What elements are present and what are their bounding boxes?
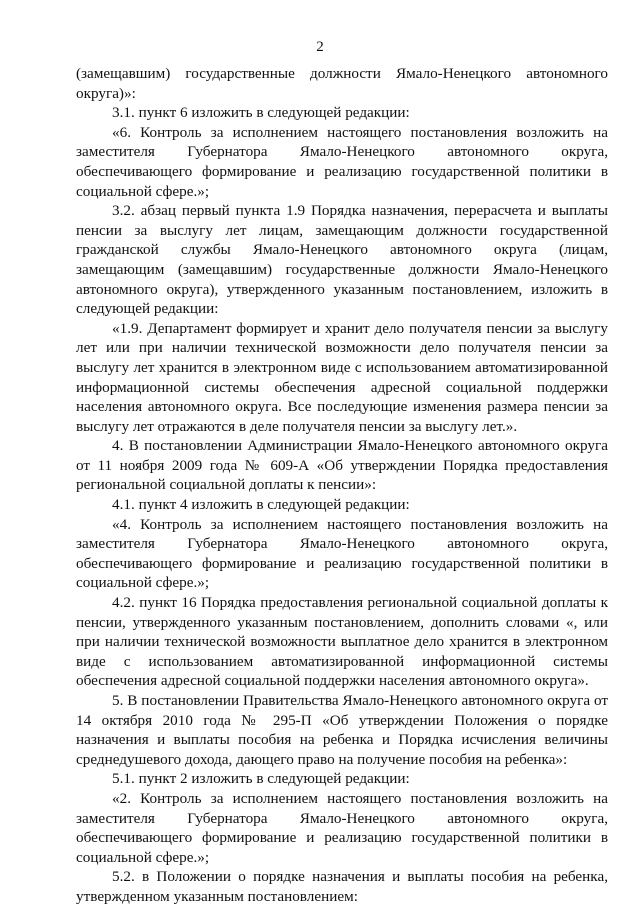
paragraph-4: 4. В постановлении Администрации Ямало-Ненецкого автономного округа от 11 ноября 2009 года № 609-А «Об утверждении Порядка предоставления региональной социальной доплаты к пенсии»: — [76, 437, 608, 494]
paragraph-3-2: 3.2. абзац первый пункта 1.9 Порядка назначения, перерасчета и выплаты пенсии за выслугу лет лицам, замещающим должности государственной гражданской службы Ямало-Ненецкого автономного округа (лицам, замещающим (замещавшим) государственные должности Ямало-Ненецкого автономного округа), утвержденного указанным постановлением, изложить в следующей редакции: — [76, 202, 608, 318]
paragraph-5: 5. В постановлении Правительства Ямало-Ненецкого автономного округа от 14 октября 2010 года № 295-П «Об утверждении Положения о порядке назначения и выплаты пособия на ребенка и Порядка исчисления величины среднедушевого дохода, дающего право на получение пособия на ребенка»: — [76, 692, 608, 768]
paragraph-4-1: 4.1. пункт 4 изложить в следующей редакции: — [112, 496, 410, 514]
paragraph-quote-1-9: «1.9. Департамент формирует и хранит дело получателя пенсии за выслугу лет или при наличии технической возможности дело получателя пенсии за выслугу лет хранится в электронном виде с использованием автоматизированной информационной системы обеспечения адресной социальной поддержки населения автономного округа. Все последующие изменения размера пенсии за выслугу лет отражаются в деле получателя пенсии за выслугу лет.». — [76, 319, 608, 435]
paragraph-3-1: 3.1. пункт 6 изложить в следующей редакции: — [112, 104, 410, 122]
paragraph-4-2: 4.2. пункт 16 Порядка предоставления региональной социальной доплаты к пенсии, утвержденного указанным постановлением, дополнить словами «, или при наличии технической возможности выплатное дело хранится в электронном виде с использованием автоматизированной информационной системы обеспечения адресной социальной поддержки населения автономного округа». — [76, 594, 608, 690]
page-number: 2 — [316, 39, 324, 55]
paragraph-5-1: 5.1. пункт 2 изложить в следующей редакции: — [112, 770, 410, 788]
paragraph-quote-4: «4. Контроль за исполнением настоящего постановления возложить на заместителя Губернатора Ямало-Ненецкого автономного округа, обеспечивающего формирование и реализацию государственной политики в социальной сфере.»; — [76, 515, 608, 592]
paragraph-quote-6: «6. Контроль за исполнением настоящего постановления возложить на заместителя Губернатора Ямало-Ненецкого автономного округа, обеспечивающего формирование и реализацию государственной политики в социальной сфере.»; — [76, 123, 608, 200]
document-body — [76, 64, 608, 907]
paragraph-5-2: 5.2. в Положении о порядке назначения и выплаты пособия на ребенка, утвержденном указанным постановлением: — [76, 868, 608, 905]
paragraph-quote-2: «2. Контроль за исполнением настоящего постановления возложить на заместителя Губернатора Ямало-Ненецкого автономного округа, обеспечивающего формирование и реализацию государственной политики в социальной сфере.»; — [76, 789, 608, 866]
paragraph-continuation: (замещавшим) государственные должности Ямало-Ненецкого автономного округа)»: — [76, 65, 608, 102]
